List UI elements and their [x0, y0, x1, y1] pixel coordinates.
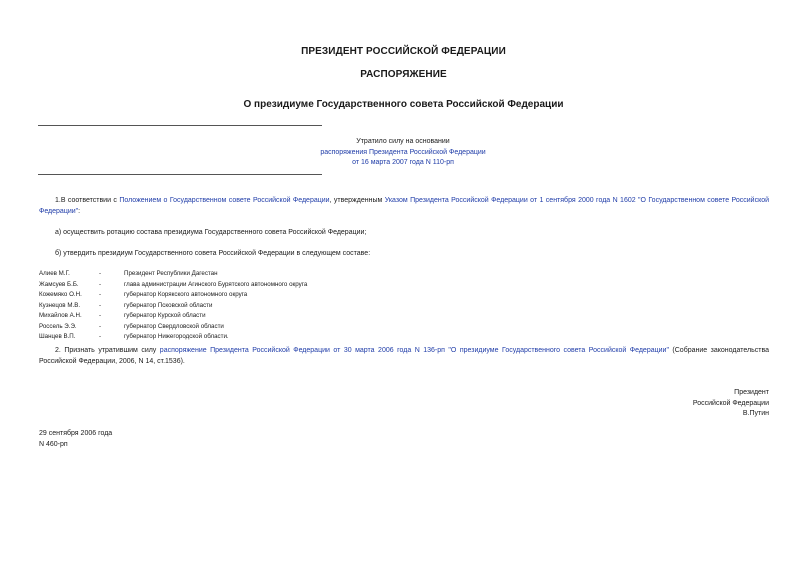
member-row — [39, 302, 307, 313]
paragraph-2 — [39, 346, 769, 367]
member-role: Президент Республики Дагестан — [124, 270, 218, 277]
signature-block — [693, 388, 769, 420]
member-name: Кузнецов М.В. — [39, 301, 81, 309]
member-dash: - — [99, 301, 102, 309]
member-row — [39, 312, 307, 323]
member-dash: - — [99, 312, 102, 319]
item-b: б) утвердить президиум Государственного совета Российской Федерации в следующем составе: — [55, 250, 371, 257]
paragraph-1-text-c: : — [78, 207, 81, 215]
member-row — [39, 333, 307, 344]
member-role: губернатор Нижегородской области. — [124, 333, 229, 340]
member-role: губернатор Курской области — [124, 312, 206, 319]
signature-country: Российской Федерации — [692, 399, 769, 407]
member-role: губернатор Корякского автономного округа — [124, 291, 248, 298]
regulation-link[interactable]: Положением о Государственном совете Российской Федерации — [119, 197, 330, 204]
divider-top — [38, 125, 322, 126]
member-dash: - — [99, 333, 102, 340]
document-footer — [39, 429, 112, 450]
member-dash: - — [99, 291, 102, 298]
member-row — [39, 281, 307, 292]
member-name: Кожемяко О.Н. — [39, 291, 82, 298]
status-note — [303, 137, 503, 169]
item-a: а) осуществить ротацию состава президиума Государственного совета Российской Федерации; — [55, 229, 367, 236]
presidium-members-list — [39, 270, 307, 344]
member-role: глава администрации Агинского Бурятского автономного округа — [124, 280, 308, 288]
issuer-heading: ПРЕЗИДЕНТ РОССИЙСКОЙ ФЕДЕРАЦИИ — [301, 46, 506, 57]
member-row — [39, 270, 307, 281]
paragraph-1 — [39, 196, 769, 217]
member-dash: - — [99, 270, 102, 277]
member-name: Шанцев В.П. — [39, 333, 76, 340]
member-dash: - — [99, 322, 102, 330]
status-note-text: Утратило силу на основании — [356, 138, 450, 145]
paragraph-1-text-a: 1.В соответствии с — [55, 197, 120, 204]
divider-bottom — [38, 174, 322, 175]
signature-title: Президент — [734, 389, 769, 396]
paragraph-2-text-a: 2. Признать утратившим силу — [55, 347, 160, 354]
signature-name: В.Путин — [742, 410, 769, 417]
status-note-link-line-1[interactable]: распоряжения Президента Российской Федерации — [320, 148, 486, 156]
member-dash: - — [99, 280, 102, 288]
member-row — [39, 291, 307, 302]
paragraph-2-text-b: (Собрание законодательства Российской Федерации, 2006, N 14, ст.1536). — [39, 347, 769, 365]
member-name: Жамсуев Б.Б. — [39, 280, 79, 288]
member-name: Михайлов А.Н. — [39, 312, 82, 319]
member-name: Алиев М.Г. — [39, 270, 70, 277]
document-type-heading: РАСПОРЯЖЕНИЕ — [360, 69, 447, 80]
member-role: губернатор Свердловской области — [124, 322, 224, 330]
document-number: N 460-рп — [39, 440, 68, 448]
member-role: губернатор Псковской области — [124, 301, 213, 309]
status-note-link-line-2[interactable]: от 16 марта 2007 года N 110-рп — [352, 159, 454, 166]
member-row — [39, 323, 307, 334]
document-date: 29 сентября 2006 года — [39, 430, 113, 437]
document-title: О президиуме Государственного совета Российской Федерации — [243, 99, 564, 110]
decree-link[interactable]: Указом Президента Российской Федерации от 1 сентября 2000 года N 1602 "О Государственном совете Российской Федерации" — [39, 197, 770, 215]
repealed-order-link[interactable]: распоряжение Президента Российской Федерации от 30 марта 2006 года N 136-рп "О президиуме Государственного совета Российской Федерации" — [159, 347, 669, 354]
member-name: Россель Э.Э. — [39, 322, 77, 330]
paragraph-1-text-b: , утвержденным — [329, 197, 385, 204]
